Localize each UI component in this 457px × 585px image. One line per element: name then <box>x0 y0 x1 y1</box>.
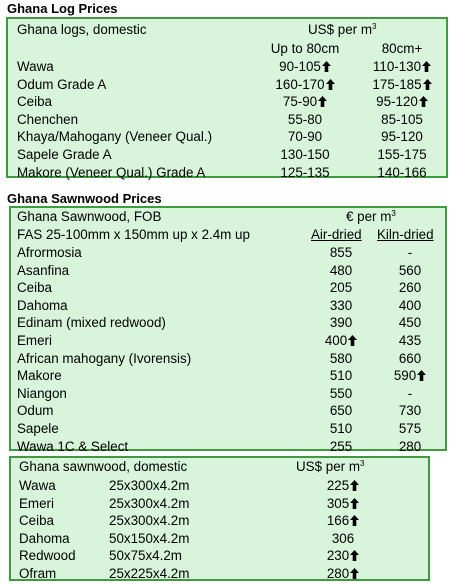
up-arrow-icon <box>419 96 428 107</box>
dom-price <box>303 512 383 530</box>
dom-species-name: Redwood <box>19 548 76 564</box>
sawn-price-kiln-dried <box>373 279 447 297</box>
log-price-80plus <box>366 164 438 182</box>
sawn-table-title: Ghana Sawnwood, FOB <box>17 209 162 224</box>
log-price-upto80 <box>260 93 350 111</box>
log-price-80plus <box>366 111 438 129</box>
sawn-price-air-dried <box>307 385 375 403</box>
sawn-price-kiln-dried <box>373 350 447 368</box>
sawn-price-air-dried <box>307 402 375 420</box>
log-row <box>8 76 446 94</box>
log-row <box>8 164 446 182</box>
sawn-header-row <box>11 208 445 226</box>
sawn-species-name: Edinam (mixed redwood) <box>17 315 166 331</box>
sawn-row <box>11 420 445 438</box>
dom-table-title: Ghana sawnwood, domestic <box>19 459 188 474</box>
sawn-subheader-row <box>11 226 445 244</box>
sawn-unit-sup: 3 <box>391 209 396 218</box>
sawn-price-air-dried-text: 330 <box>329 297 353 313</box>
log-price-upto80 <box>260 164 350 182</box>
up-arrow-icon <box>350 550 359 561</box>
log-row <box>8 93 446 111</box>
dom-size: 25x225x4.2m <box>109 566 190 581</box>
log-price-80plus <box>366 93 438 111</box>
sawn-row <box>11 332 445 350</box>
sawn-price-air-dried <box>307 244 375 262</box>
sawn-row <box>11 367 445 385</box>
up-arrow-icon <box>350 480 359 491</box>
sawn-price-air-dried-text: 390 <box>329 315 353 331</box>
sawn-price-kiln-dried <box>373 244 447 262</box>
sawn-price-kiln-dried <box>373 314 447 332</box>
sawn-row <box>11 244 445 262</box>
dom-unit-prefix: US$ per m <box>296 459 360 474</box>
sawn-row <box>11 314 445 332</box>
dom-header-row <box>11 458 428 476</box>
log-price-upto80-text: 130-150 <box>280 147 330 162</box>
sawn-price-kiln-dried-text: 560 <box>398 262 422 278</box>
up-arrow-icon <box>350 515 359 526</box>
sawn-price-kiln-dried <box>373 262 447 280</box>
dom-size: 50x75x4.2m <box>109 548 182 564</box>
log-price-upto80-text: 70-90 <box>287 129 323 145</box>
sawn-unit-label <box>346 208 396 226</box>
log-price-80plus-text: 95-120 <box>376 94 418 110</box>
dom-price-text: 230 <box>326 548 350 564</box>
log-price-80plus-text: 85-105 <box>381 111 423 127</box>
sawn-price-air-dried <box>307 420 375 438</box>
sawn-price-kiln-dried <box>373 332 447 350</box>
sawn-price-kiln-dried-text: 400 <box>398 297 422 313</box>
log-row <box>8 58 446 76</box>
log-unit-prefix: US$ per m <box>308 22 372 37</box>
dom-price-text: 306 <box>331 530 355 546</box>
sawn-species-name: Niangon <box>17 385 67 401</box>
dom-size: 25x300x4.2m <box>109 513 190 529</box>
up-arrow-icon <box>350 498 359 509</box>
sawn-price-air-dried <box>307 438 375 456</box>
sawn-species-name: Ceiba <box>17 280 52 296</box>
dom-row <box>11 512 428 530</box>
log-header-row <box>8 21 446 39</box>
sawn-price-kiln-dried-text: - <box>407 245 413 260</box>
sawn-unit-prefix: € per m <box>346 209 392 224</box>
dom-price-text: 305 <box>326 495 350 511</box>
sawn-price-air-dried-text: 550 <box>329 385 353 401</box>
sawn-price-air-dried <box>307 297 375 315</box>
sawn-species-name: Odum <box>17 403 54 419</box>
sawn-row <box>11 262 445 280</box>
sawn-price-air-dried-text: 255 <box>329 438 353 454</box>
sawn-row <box>11 438 445 456</box>
sawn-price-air-dried <box>307 314 375 332</box>
sawn-col-kiln-dried: Kiln-dried <box>377 227 434 242</box>
up-arrow-icon <box>350 568 359 579</box>
sawn-price-kiln-dried <box>373 438 447 456</box>
sawn-section-title: Ghana Sawnwood Prices <box>7 191 162 206</box>
sawn-price-kiln-dried <box>373 297 447 315</box>
sawn-col-air-dried: Air-dried <box>311 227 362 242</box>
log-price-upto80-text: 55-80 <box>287 111 323 127</box>
sawn-price-kiln-dried <box>373 385 447 403</box>
sawn-price-kiln-dried-text: 730 <box>398 403 422 419</box>
log-species-name: Sapele Grade A <box>17 147 112 162</box>
up-arrow-icon <box>348 335 357 346</box>
dom-species-name: Wawa <box>19 478 56 493</box>
log-prices-table <box>6 17 448 178</box>
sawn-price-kiln-dried <box>373 402 447 420</box>
sawn-price-kiln-dried-text: 260 <box>398 280 422 296</box>
sawn-price-kiln-dried <box>373 367 447 385</box>
dom-price <box>303 565 383 583</box>
log-column-headers <box>8 40 446 58</box>
dom-size: 25x300x4.2m <box>109 495 190 511</box>
sawn-species-name: Afrormosia <box>17 245 82 260</box>
log-price-upto80 <box>260 111 350 129</box>
up-arrow-icon <box>422 61 431 72</box>
dom-species-name: Ceiba <box>19 513 54 529</box>
log-price-80plus <box>366 58 438 76</box>
dom-price-text: 280 <box>326 566 350 581</box>
log-price-upto80 <box>260 128 350 146</box>
log-col-upto80: Up to 80cm <box>270 41 340 56</box>
log-species-name: Chenchen <box>17 111 79 127</box>
log-row <box>8 128 446 146</box>
log-price-upto80 <box>260 76 350 94</box>
log-price-80plus <box>366 128 438 146</box>
sawn-price-air-dried-text: 855 <box>329 245 353 260</box>
dom-price <box>303 495 383 513</box>
up-arrow-icon <box>423 79 432 90</box>
log-row <box>8 111 446 129</box>
log-price-80plus <box>366 76 438 94</box>
log-price-80plus-text: 110-130 <box>372 59 422 74</box>
up-arrow-icon <box>326 79 335 90</box>
dom-price-text: 166 <box>326 513 350 529</box>
up-arrow-icon <box>322 61 331 72</box>
log-col-80plus: 80cm+ <box>381 41 423 56</box>
sawn-price-air-dried-text: 480 <box>329 262 353 278</box>
log-section-title: Ghana Log Prices <box>7 1 118 16</box>
sawn-species-name: Emeri <box>17 333 52 348</box>
sawn-price-air-dried-text: 205 <box>329 280 353 296</box>
sawn-species-name: Asanfina <box>17 262 70 278</box>
sawn-species-name: Sapele <box>17 421 59 436</box>
sawn-price-kiln-dried-text: 435 <box>398 333 422 348</box>
dom-unit-sup: 3 <box>360 459 365 468</box>
log-price-upto80-text: 125-135 <box>280 164 330 180</box>
dom-row <box>11 565 428 583</box>
up-arrow-icon <box>417 370 426 381</box>
log-species-name: Ceiba <box>17 94 52 110</box>
dom-price-text: 225 <box>326 478 350 493</box>
log-table-title: Ghana logs, domestic <box>17 22 147 37</box>
sawn-row <box>11 350 445 368</box>
log-price-upto80 <box>260 58 350 76</box>
dom-unit-label <box>296 458 364 476</box>
dom-species-name: Ofram <box>19 566 57 581</box>
dom-row <box>11 547 428 565</box>
up-arrow-icon <box>318 96 327 107</box>
log-price-upto80-text: 75-90 <box>282 94 318 110</box>
sawn-species-name: Dahoma <box>17 297 68 313</box>
sawn-price-kiln-dried-text: 575 <box>398 421 422 436</box>
sawnwood-fob-table <box>9 206 447 454</box>
dom-row <box>11 530 428 548</box>
log-price-upto80-text: 160-170 <box>275 76 325 92</box>
log-price-upto80 <box>260 146 350 164</box>
sawn-price-air-dried-text: 650 <box>329 403 353 419</box>
sawn-price-air-dried <box>307 332 375 350</box>
sawn-price-kiln-dried-text: 590 <box>393 368 417 384</box>
sawn-species-name: Wawa 1C & Select <box>17 438 129 454</box>
log-species-name: Khaya/Mahogany (Veneer Qual.) <box>17 129 213 145</box>
log-species-name: Wawa <box>17 59 54 74</box>
sawn-spec-label: FAS 25-100mm x 150mm up x 2.4m up <box>17 227 250 242</box>
sawn-price-air-dried <box>307 367 375 385</box>
log-price-80plus-text: 140-166 <box>377 164 427 180</box>
sawnwood-domestic-table <box>9 456 430 581</box>
dom-species-name: Dahoma <box>19 530 70 546</box>
sawn-price-air-dried-text: 580 <box>329 350 353 366</box>
dom-price <box>303 477 383 495</box>
sawn-price-kiln-dried-text: - <box>407 385 413 401</box>
sawn-price-air-dried <box>307 262 375 280</box>
log-unit-label <box>308 21 376 39</box>
dom-price <box>303 547 383 565</box>
dom-row <box>11 477 428 495</box>
log-price-80plus-text: 175-185 <box>372 76 422 92</box>
sawn-price-kiln-dried <box>373 420 447 438</box>
sawn-price-kiln-dried-text: 280 <box>398 438 422 454</box>
dom-price <box>303 530 383 548</box>
log-price-80plus-text: 95-120 <box>381 129 423 145</box>
sawn-price-air-dried-text: 510 <box>329 421 353 436</box>
sawn-price-kiln-dried-text: 660 <box>398 350 422 366</box>
log-species-name: Makore (Veneer Qual.) Grade A <box>17 164 206 180</box>
dom-species-name: Emeri <box>19 495 54 511</box>
log-price-upto80-text: 90-105 <box>279 59 321 74</box>
sawn-row <box>11 297 445 315</box>
log-row <box>8 146 446 164</box>
sawn-price-air-dried <box>307 279 375 297</box>
dom-size: 25x300x4.2m <box>109 478 190 493</box>
sawn-species-name: Makore <box>17 368 62 384</box>
sawn-price-air-dried <box>307 350 375 368</box>
dom-row <box>11 495 428 513</box>
sawn-price-air-dried-text: 400 <box>324 333 348 348</box>
log-species-name: Odum Grade A <box>17 76 107 92</box>
log-price-80plus-text: 155-175 <box>377 147 427 162</box>
sawn-price-kiln-dried-text: 450 <box>398 315 422 331</box>
sawn-row <box>11 279 445 297</box>
sawn-price-air-dried-text: 510 <box>329 368 353 384</box>
log-unit-sup: 3 <box>372 22 377 31</box>
sawn-row <box>11 402 445 420</box>
log-price-80plus <box>366 146 438 164</box>
sawn-species-name: African mahogany (Ivorensis) <box>17 350 192 366</box>
sawn-row <box>11 385 445 403</box>
dom-size: 50x150x4.2m <box>109 530 190 546</box>
